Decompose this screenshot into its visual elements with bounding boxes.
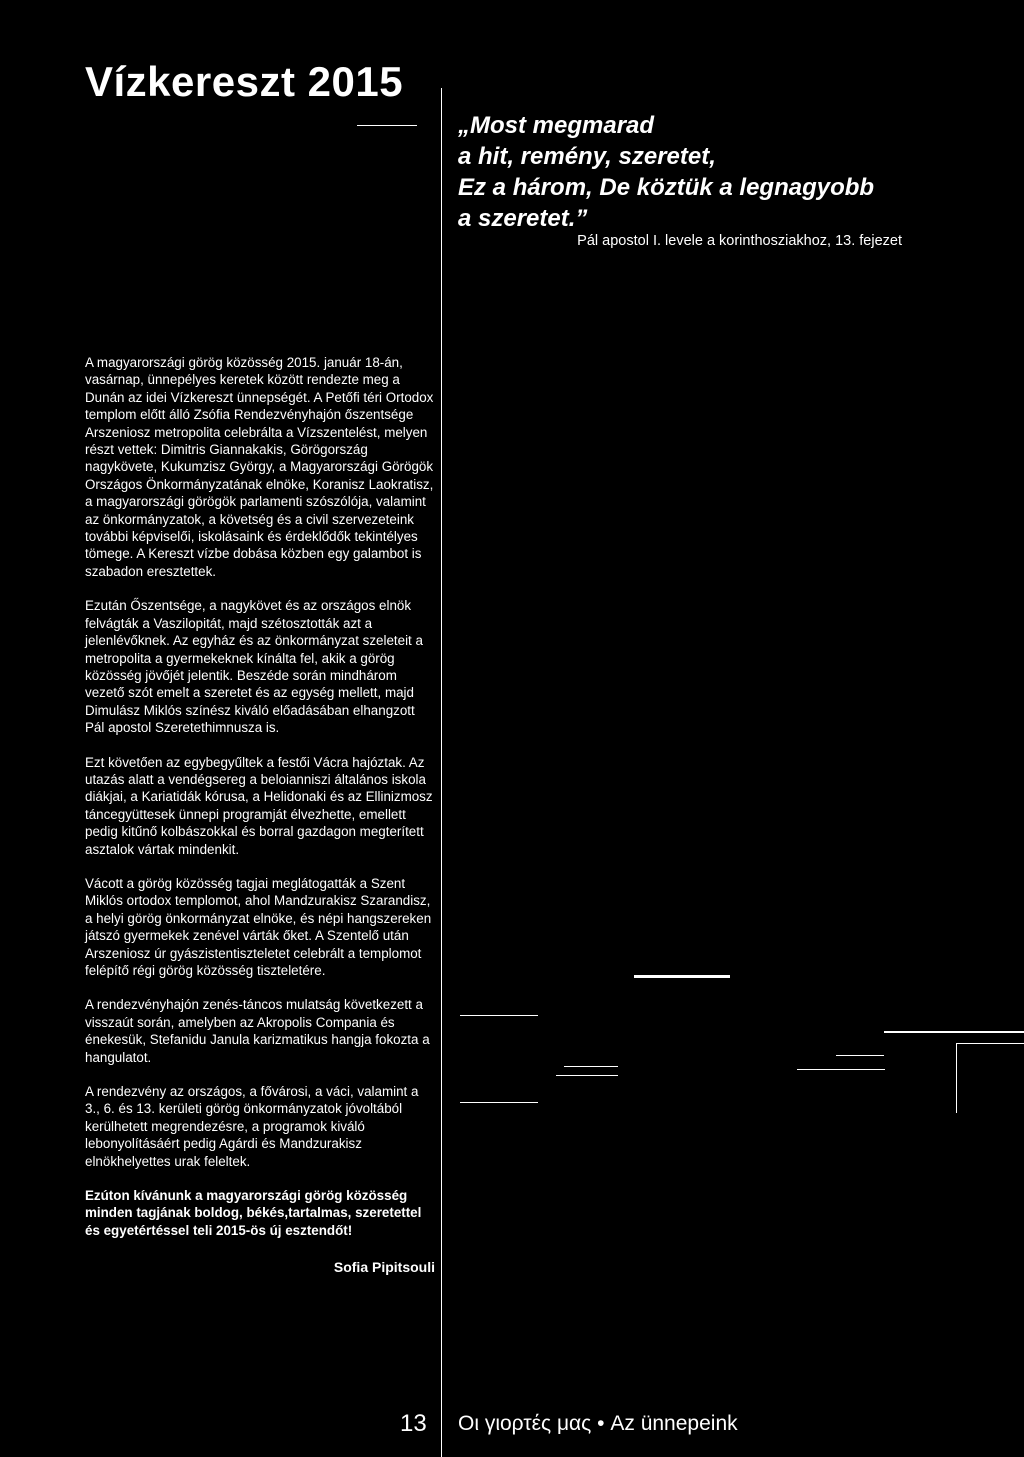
quote-line: Ez a három, De köztük a legnagyobb bbox=[458, 174, 875, 201]
article-paragraph: A magyarországi görög közösség 2015. január 18-án, vasárnap, ünnepélyes keretek között rendezte meg a Dunán az idei Vízkereszt ünnepségét. A Petőfi téri Ortodox templom előtt álló Zsófia Rendezvényhajón őszentsége Arszeniosz metropolita celebrálta a Vízszentelést, melyen részt vettek: Dimitris Giannakakis, Görögország nagykövete, Kukumzisz György, a Magyarországi Görögök Országos Önkormányzatának elnöke, Koranisz Laokratisz, a magyarországi görögök parlamenti szószólója, valamint az önkormányzatok, a követség és a civil szervezeteink további képviselői, iskolásaink és érdeklődők tekintélyes tömege. A Kereszt vízbe dobása közben egy galambot is szabadon eresztettek. bbox=[85, 355, 434, 579]
page-title: Vízkereszt 2015 bbox=[85, 58, 404, 105]
article-body bbox=[85, 354, 435, 1277]
footer-hungarian-title: Az ünnepeink bbox=[610, 1412, 738, 1435]
author-signature: Sofia Pipitsouli bbox=[333, 1259, 435, 1276]
page-number: 13 bbox=[400, 1410, 427, 1437]
article-paragraph: Ezután Őszentsége, a nagykövet és az országos elnök felvágták a Vaszilopitát, majd szétosztották azt a jelenlévőknek. Az egyház és az önkormányzat szeleteit a metropolita a gyermekeknek kínálta fel, akik a görög közösség jövőjét jelentik. Beszéde során mindhárom vezető szót emelt a szeretet és az egység mellett, majd Dimulász Miklós színész kiváló előadásában elhangzott Pál apostol Szeretethimnusza is. bbox=[85, 598, 423, 736]
scan-artifact-line bbox=[797, 1069, 885, 1070]
scan-artifact-line bbox=[956, 1043, 1024, 1044]
scan-artifact-line bbox=[564, 1066, 618, 1067]
scan-artifact-line bbox=[836, 1055, 884, 1056]
quote-line: a szeretet.” bbox=[458, 205, 588, 232]
article-paragraph: Ezt követően az egybegyűltek a festői Vácra hajóztak. Az utazás alatt a vendégsereg a beloianniszi általános iskola diákjai, a Kariatidák kórusa, a Helidonaki és az Ellinizmosz táncegyüttesek ünnepi programját élvezhette, emellett pedig kitűnő kolbászokkal és borral gazdagon megterített asztalok vártak mindenkit. bbox=[85, 754, 433, 857]
article-paragraph: Vácott a görög közösség tagjai meglátogatták a Szent Miklós ortodox templomot, ahol Mandzurakisz Szarandisz, a helyi görög önkormányzat elnöke, és népi hangszereken játszó gyermekek zenével várták őket. A Szentelő után Arszeniosz úr gyászistentiszteletet celebrált a templomot felépítő régi görög közösség tiszteletére. bbox=[85, 875, 432, 978]
closing-wishes: Ezúton kívánunk a magyarországi görög közösség minden tagjának boldog, békés,tartalmas, szeretettel és egyetértéssel teli 2015-ös új esztendőt! bbox=[85, 1188, 422, 1238]
scan-artifact-line bbox=[884, 1031, 1024, 1033]
epigraph-quote bbox=[458, 110, 978, 249]
footer-bullet: • bbox=[597, 1412, 605, 1435]
section-footer bbox=[458, 1412, 738, 1436]
scan-artifact-line bbox=[956, 1043, 957, 1113]
title-underline-rule bbox=[357, 125, 417, 126]
scan-artifact-line bbox=[460, 1102, 538, 1103]
scan-artifact-line bbox=[556, 1075, 618, 1076]
scan-artifact-line bbox=[460, 1015, 538, 1016]
quote-line: a hit, remény, szeretet, bbox=[458, 143, 716, 170]
quote-line: „Most megmarad bbox=[458, 112, 655, 139]
article-paragraph: A rendezvényhajón zenés-táncos mulatság következett a visszaút során, amelyben az Akropolis Compania és énekesük, Stefanidu Janula karizmatikus hangja fokozta a hangulatot. bbox=[85, 997, 430, 1065]
scan-artifact-line bbox=[634, 975, 730, 978]
quote-attribution: Pál apostol I. levele a korinthosziakhoz, 13. fejezet bbox=[577, 233, 902, 249]
article-paragraph: A rendezvény az országos, a fővárosi, a váci, valamint a 3., 6. és 13. kerületi görög önkormányzatok jóvoltából kerülhetett megrendezésre, a programok kiváló lebonyolításáért pedig Agárdi és Mandzurakisz elnökhelyettes urak feleltek. bbox=[85, 1084, 419, 1169]
footer-greek-title: Οι γιορτές μας bbox=[458, 1412, 592, 1435]
column-divider bbox=[441, 88, 442, 1457]
